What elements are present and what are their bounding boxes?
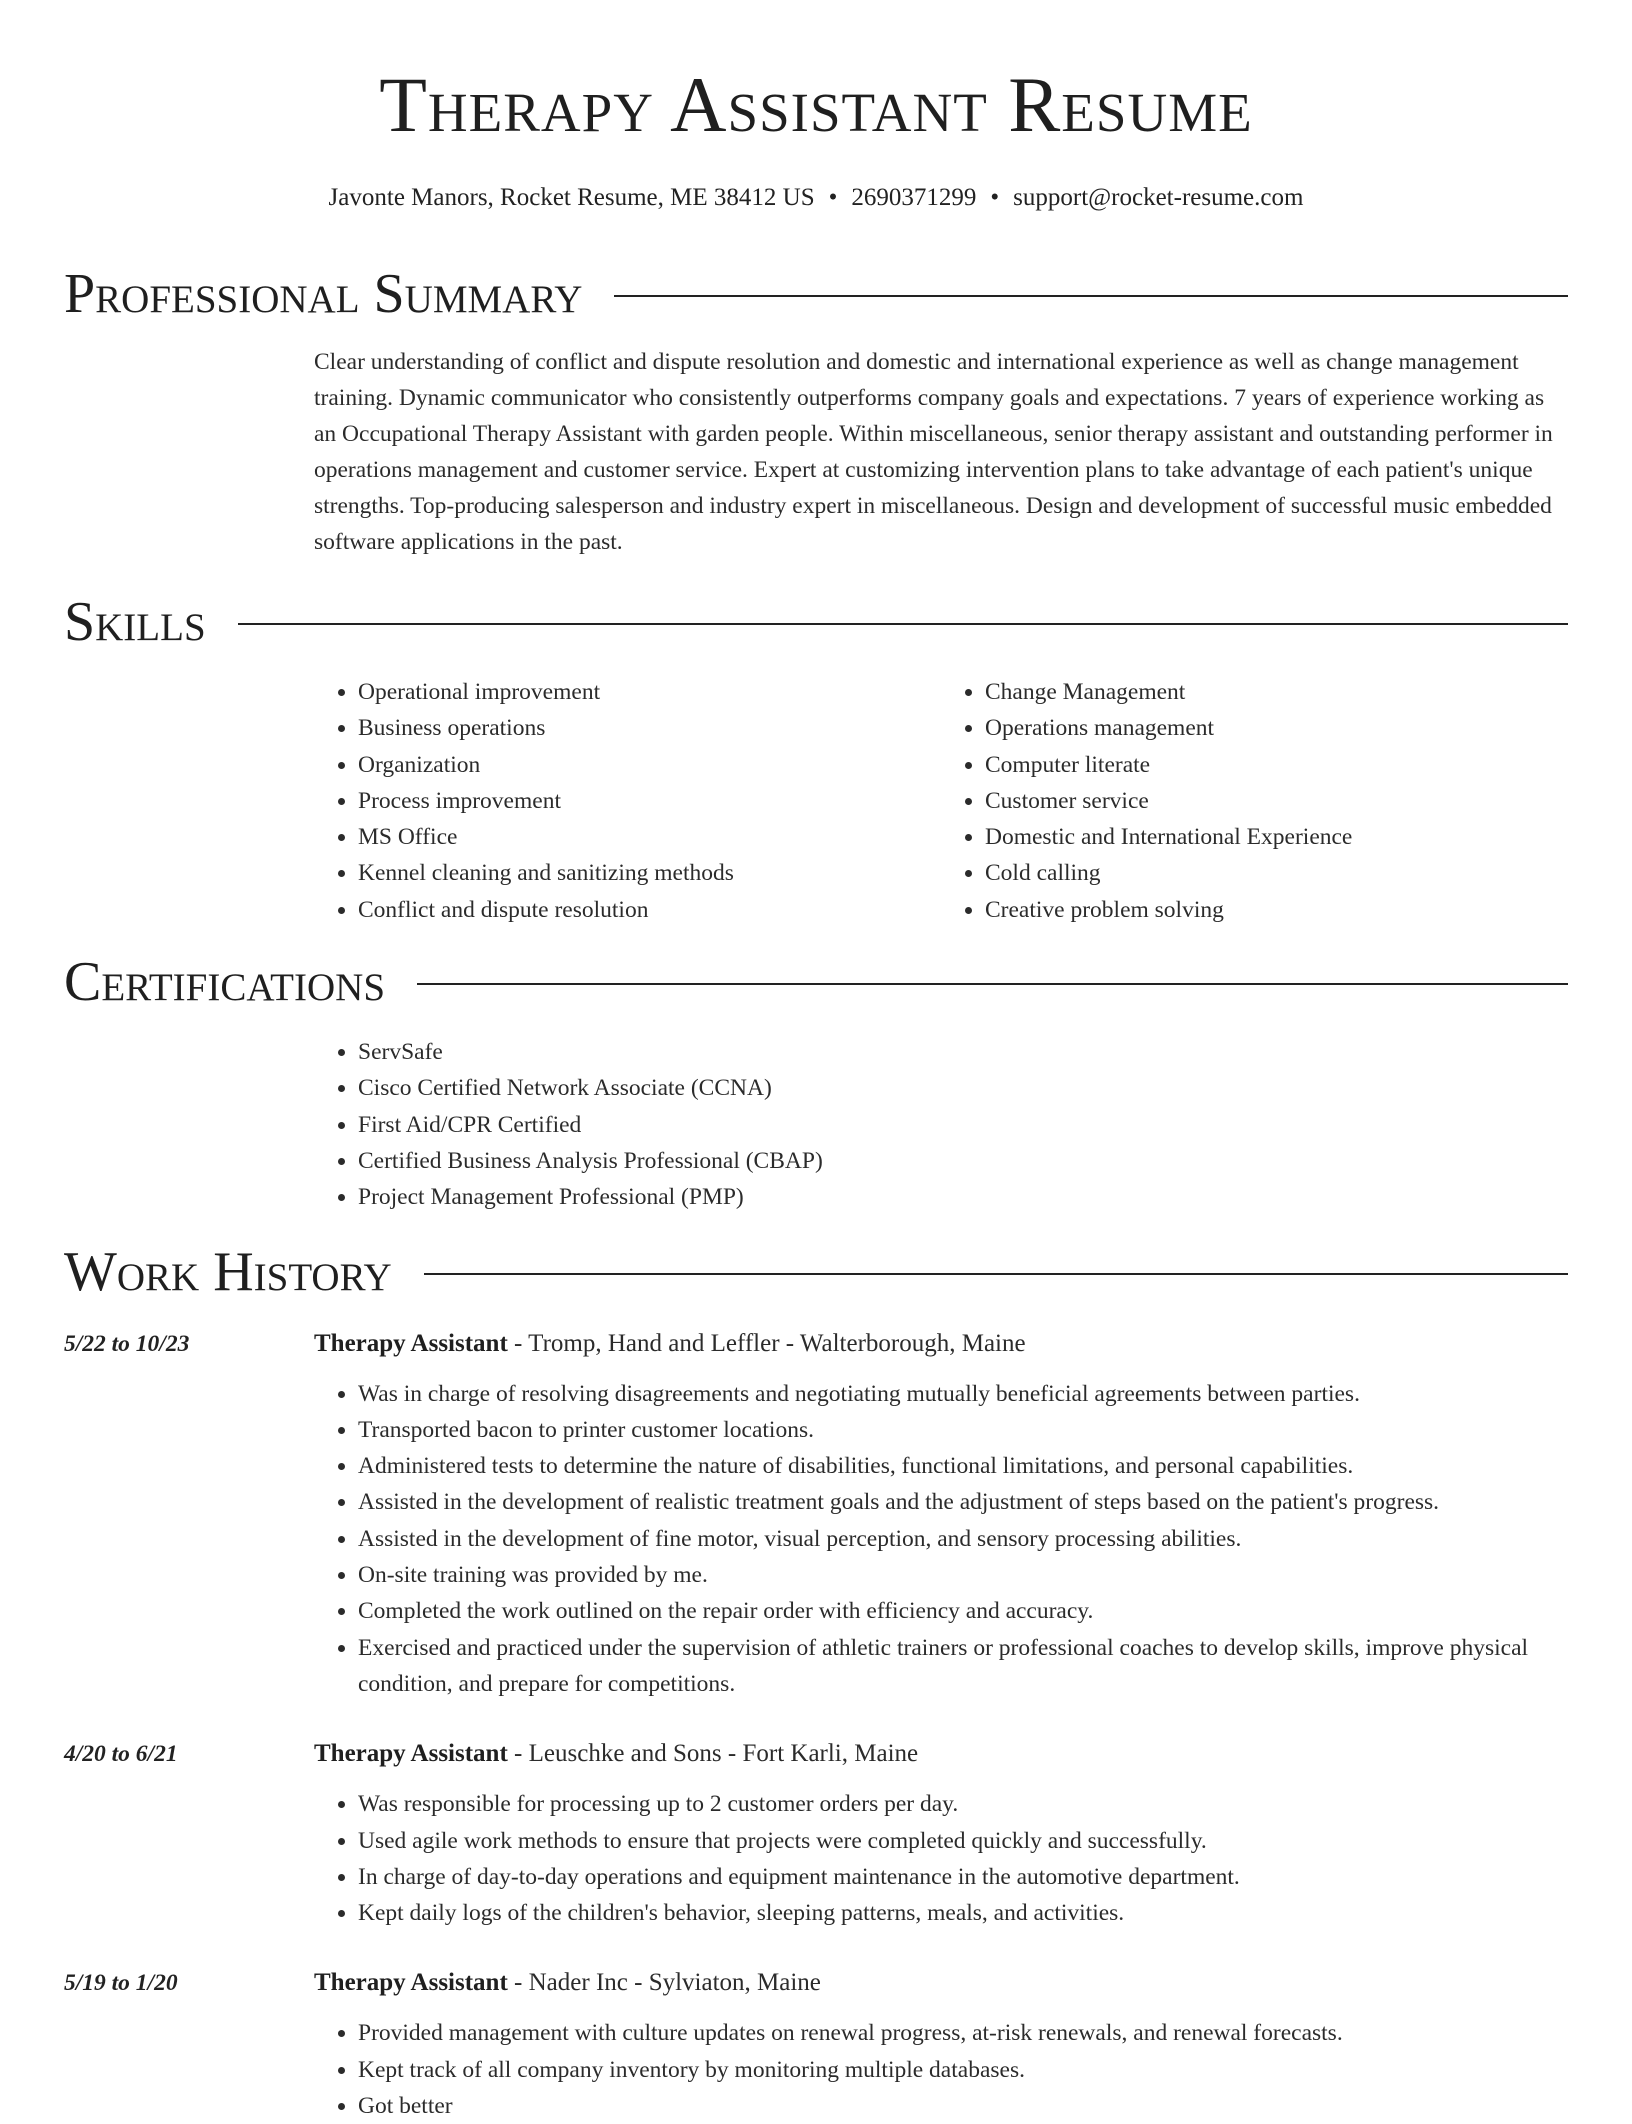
certification-item: • ServSafe bbox=[358, 1034, 1568, 1070]
job-bullet: • Kept track of all company inventory by monitoring multiple databases. bbox=[358, 2052, 1568, 2088]
job-bullet: • Kept daily logs of the children's behavior, sleeping patterns, meals, and activities. bbox=[358, 1895, 1568, 1931]
job-role: Therapy Assistant bbox=[314, 1740, 508, 1768]
summary-heading bbox=[64, 263, 1568, 325]
certification-item: • Certified Business Analysis Professional (CBAP) bbox=[358, 1143, 1568, 1179]
job-employer-location: - Nader Inc - Sylviaton, Maine bbox=[507, 1969, 821, 1997]
job-bullet: • Provided management with culture updates on renewal progress, at-risk renewals, and renewal forecasts. bbox=[358, 2015, 1568, 2051]
contact-email[interactable]: support@rocket-resume.com bbox=[1013, 184, 1304, 211]
job-bullet: • Assisted in the development of fine motor, visual perception, and sensory processing abilities. bbox=[358, 1521, 1568, 1557]
job-bullets bbox=[314, 1786, 1568, 1931]
job-bullet: • Completed the work outlined on the repair order with efficiency and accuracy. bbox=[358, 1593, 1568, 1629]
summary-text: Clear understanding of conflict and dispute resolution and domestic and international experience as well as change management training. Dynamic communicator who consistently outperforms company goals and expectations. 7 years of experience working as an Occupational Therapy Assistant with garden people. Within miscellaneous, senior therapy assistant and outstanding performer in operations management and customer service. Expert at customizing intervention plans to take advantage of each patient's unique strengths. Top-producing salesperson and industry expert in miscellaneous. Design and development of successful music embedded software applications in the past. bbox=[314, 349, 1553, 555]
certifications-list bbox=[314, 1034, 1568, 1215]
work-title: Work History bbox=[64, 1240, 392, 1303]
section-divider bbox=[417, 983, 1568, 985]
job-dates: 5/22 to 10/23 bbox=[64, 1330, 190, 1357]
contact-separator: • bbox=[828, 184, 838, 211]
job-bullet: • Was responsible for processing up to 2 customer orders per day. bbox=[358, 1786, 1568, 1822]
job-dates: 5/19 to 1/20 bbox=[64, 1970, 178, 1997]
skills-grid bbox=[314, 674, 1568, 928]
summary-title: Professional Summary bbox=[64, 263, 583, 325]
certifications-heading bbox=[64, 951, 1568, 1014]
skills-title: Skills bbox=[64, 591, 206, 653]
contact-address: Javonte Manors, Rocket Resume, ME 38412 US bbox=[328, 184, 815, 211]
skill-item: • Customer service bbox=[985, 783, 1568, 819]
job-bullet: • Assisted in the development of realistic treatment goals and the adjustment of steps based on the patient's progress. bbox=[358, 1484, 1568, 1520]
summary-section bbox=[0, 263, 1632, 560]
skill-item: • Operational improvement bbox=[358, 674, 941, 710]
skills-list-left bbox=[314, 674, 941, 928]
skill-item: • Cold calling bbox=[985, 855, 1568, 891]
skills-heading bbox=[64, 591, 1568, 653]
certification-item: • Project Management Professional (PMP) bbox=[358, 1179, 1568, 1215]
skill-item: • Process improvement bbox=[358, 783, 941, 819]
skill-item: • Domestic and International Experience bbox=[985, 819, 1568, 855]
job-role: Therapy Assistant bbox=[314, 1329, 508, 1357]
skill-item: • Change Management bbox=[985, 674, 1568, 710]
job-dates: 4/20 to 6/21 bbox=[64, 1741, 178, 1768]
job-entry bbox=[64, 1326, 1568, 1703]
resume-title: Therapy Assistant Resume bbox=[379, 61, 1253, 148]
contact-phone: 2690371299 bbox=[851, 184, 977, 211]
job-bullets bbox=[314, 2015, 1568, 2124]
job-role: Therapy Assistant bbox=[314, 1969, 508, 1997]
skill-item: • Computer literate bbox=[985, 747, 1568, 783]
job-entry bbox=[64, 1736, 1568, 1931]
job-bullets bbox=[314, 1376, 1568, 1703]
job-list bbox=[64, 1326, 1568, 2124]
section-divider bbox=[238, 623, 1568, 625]
skills-list-right bbox=[941, 674, 1568, 928]
job-bullet: • Got better bbox=[358, 2088, 1568, 2124]
job-employer-location: - Leuschke and Sons - Fort Karli, Maine bbox=[507, 1740, 919, 1768]
certification-item: • First Aid/CPR Certified bbox=[358, 1107, 1568, 1143]
contact-line bbox=[0, 184, 1632, 212]
job-title-line bbox=[314, 1736, 1568, 1772]
job-bullet: • In charge of day-to-day operations and equipment maintenance in the automotive department. bbox=[358, 1859, 1568, 1895]
certification-item: • Cisco Certified Network Associate (CCNA) bbox=[358, 1070, 1568, 1106]
skill-item: • Business operations bbox=[358, 710, 941, 746]
skill-item: • Kennel cleaning and sanitizing methods bbox=[358, 855, 941, 891]
skill-item: • Operations management bbox=[985, 710, 1568, 746]
work-section bbox=[0, 1240, 1632, 2124]
skill-item: • Conflict and dispute resolution bbox=[358, 892, 941, 928]
job-bullet: • Used agile work methods to ensure that projects were completed quickly and successfully. bbox=[358, 1823, 1568, 1859]
job-bullet: • Exercised and practiced under the supervision of athletic trainers or professional coaches to develop skills, improve physical condition, and prepare for competitions. bbox=[358, 1630, 1568, 1703]
job-entry bbox=[64, 1965, 1568, 2124]
job-employer-location: - Tromp, Hand and Leffler - Walterborough, Maine bbox=[507, 1329, 1026, 1357]
job-bullet: • Transported bacon to printer customer locations. bbox=[358, 1412, 1568, 1448]
skill-item: • MS Office bbox=[358, 819, 941, 855]
work-heading bbox=[64, 1240, 1568, 1303]
job-title-line bbox=[314, 1326, 1568, 1362]
certifications-section bbox=[0, 951, 1632, 1215]
contact-separator: • bbox=[990, 184, 1000, 211]
skill-item: • Creative problem solving bbox=[985, 892, 1568, 928]
job-bullet: • Administered tests to determine the nature of disabilities, functional limitations, and personal capabilities. bbox=[358, 1448, 1568, 1484]
job-bullet: • Was in charge of resolving disagreements and negotiating mutually beneficial agreements between parties. bbox=[358, 1376, 1568, 1412]
job-bullet: • On-site training was provided by me. bbox=[358, 1557, 1568, 1593]
skill-item: • Organization bbox=[358, 747, 941, 783]
skills-section bbox=[0, 591, 1632, 928]
section-divider bbox=[614, 295, 1568, 297]
job-title-line bbox=[314, 1965, 1568, 2001]
section-divider bbox=[424, 1273, 1568, 1275]
certifications-title: Certifications bbox=[64, 951, 386, 1014]
